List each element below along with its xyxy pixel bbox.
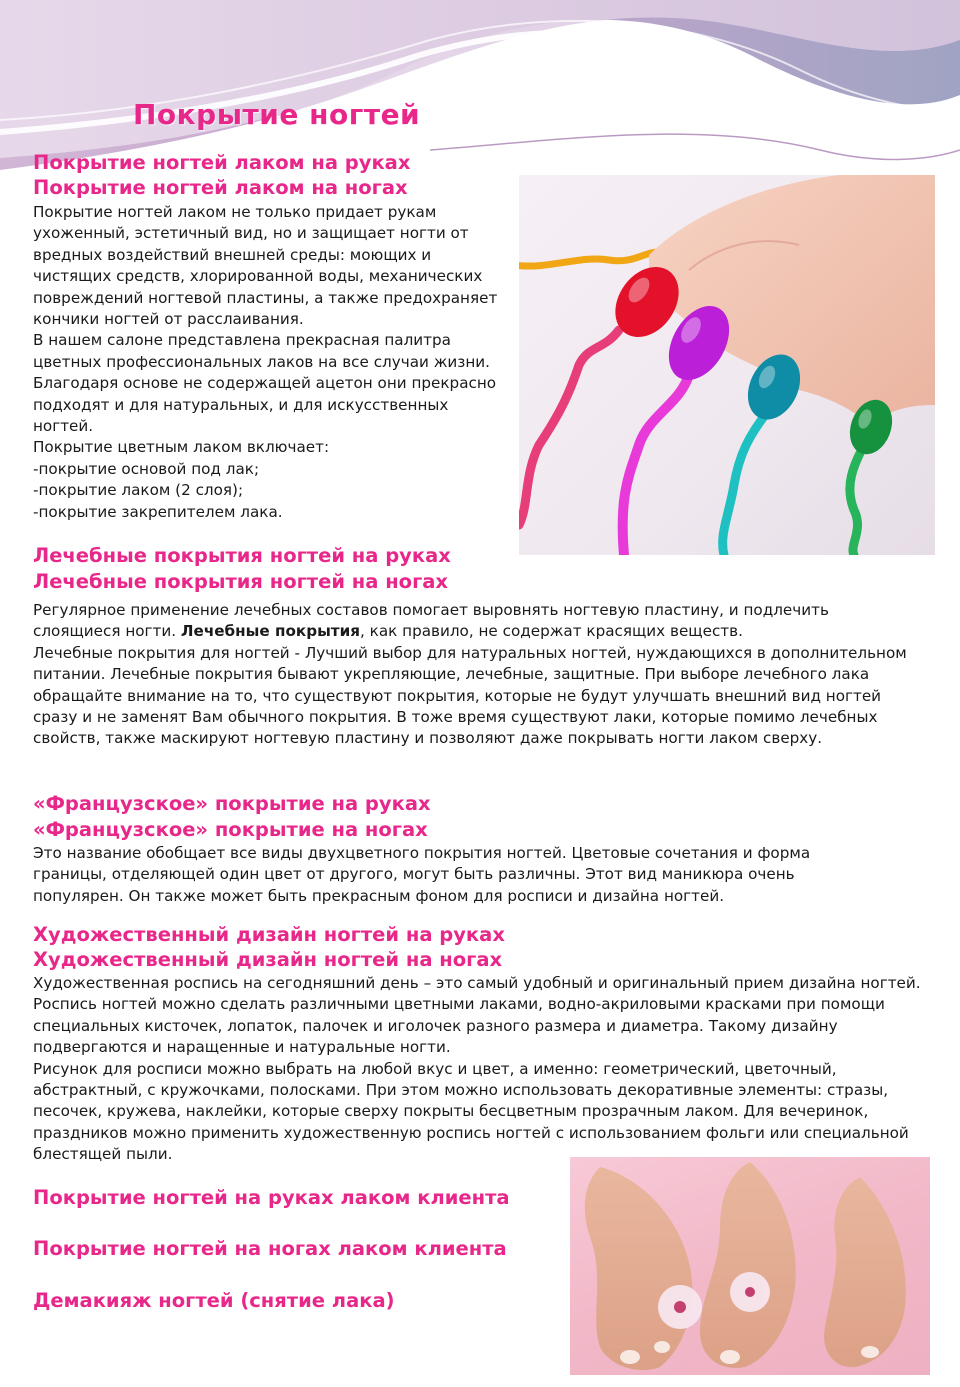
pedicure-photo [570, 1157, 930, 1375]
intro-text [33, 202, 523, 523]
intro-line: цветных профессиональных лаков на все случаи жизни. [33, 352, 490, 371]
art-text [33, 973, 923, 1166]
manicure-photo [519, 175, 935, 555]
heading-french-feet[interactable]: «Французское» покрытие на ногах [33, 818, 428, 841]
intro-line: Покрытие ногтей лаком не только придает рукам [33, 203, 437, 221]
intro-line: вредных воздействий внешней среды: моющих и [33, 245, 432, 264]
treatment-text-part: Регулярное применение лечебных составов помогает выровнять ногтевую пластину, и подлечить слоящиеся ногти. [33, 601, 829, 641]
art-paragraph: Художественная роспись на сегодняшний день – это самый удобный и оригинальный прием дизайна ногтей. Роспись ногтей можно сделать различными цветными лаками, водно-акриловыми красками при помощи специальных кисточек, лопаток, палочек и иголочек разного размера и диаметра. Такому дизайну подвергаются и наращенные и натуральные ногти. [33, 974, 921, 1057]
treatment-text-part: , как правило, не содержат красящих веществ. [360, 622, 743, 641]
heading-treatment-feet[interactable]: Лечебные покрытия ногтей на ногах [33, 570, 448, 593]
intro-line: -покрытие закрепителем лака. [33, 502, 283, 521]
intro-line: ногтей. [33, 417, 94, 436]
intro-line: -покрытие лаком (2 слоя); [33, 481, 244, 500]
treatment-paragraph: Лечебные покрытия для ногтей - Лучший выбор для натуральных ногтей, нуждающихся в дополнительном питании. Лечебные покрытия бывают укрепляющие, лечебные, защитные. При выборе лечебного лака обращайте внимание на то, что существуют покрытия, которые не будут улучшать внешний вид ногтей сразу и не заменят Вам обычного покрытия. В тоже время существуют лаки, которые помимо лечебных свойств, также маскируют ногтевую пластину и позволяют даже покрывать ногти лаком сверху. [33, 643, 907, 748]
heading-art-feet[interactable]: Художественный дизайн ногтей на ногах [33, 948, 503, 971]
intro-line: Покрытие цветным лаком включает: [33, 438, 330, 457]
service-client-lacquer-feet[interactable]: Покрытие ногтей на ногах лаком клиента [33, 1237, 507, 1260]
service-client-lacquer-hands[interactable]: Покрытие ногтей на руках лаком клиента [33, 1186, 510, 1209]
intro-line: В нашем салоне представлена прекрасная палитра [33, 331, 451, 350]
intro-line: подходят и для натуральных, и для искусственных [33, 395, 449, 414]
french-paragraph: Это название обобщает все виды двухцветного покрытия ногтей. Цветовые сочетания и форма границы, отделяющей один цвет от другого, могут быть различны. Этот вид маникюра очень популярен. Он также может быть прекрасным фоном для росписи и дизайна ногтей. [33, 844, 811, 905]
treatment-bold: Лечебные покрытия [180, 622, 361, 641]
french-text [33, 843, 873, 907]
treatment-paragraph [33, 600, 913, 643]
heading-hands-lacquer[interactable]: Покрытие ногтей лаком на руках [33, 151, 411, 174]
heading-art-hands[interactable]: Художественный дизайн ногтей на руках [33, 923, 505, 946]
intro-line: повреждений ногтевой пластины, а также предохраняет [33, 288, 498, 307]
intro-line: Благодаря основе не содержащей ацетон они прекрасно [33, 374, 497, 393]
heading-treatment-hands[interactable]: Лечебные покрытия ногтей на руках [33, 544, 451, 567]
intro-line: ухоженный, эстетичный вид, но и защищает ногти от [33, 224, 469, 243]
art-paragraph: Рисунок для росписи можно выбрать на любой вкус и цвет, а именно: геометрический, цветочный, абстрактный, с кружочками, полосками. При этом можно использовать декоративные элементы: стразы, песочек, кружева, наклейки, которые сверху покрыты бесцветным прозрачным лаком. Для вечеринок, праздников можно применить художественную роспись ногтей с использованием фольги или специальной блестящей пыли. [33, 1059, 909, 1164]
service-polish-removal[interactable]: Демакияж ногтей (снятие лака) [33, 1289, 395, 1312]
treatment-text [33, 600, 913, 750]
heading-french-hands[interactable]: «Французское» покрытие на руках [33, 792, 431, 815]
heading-feet-lacquer[interactable]: Покрытие ногтей лаком на ногах [33, 176, 408, 199]
intro-line: -покрытие основой под лак; [33, 459, 260, 478]
intro-line: чистящих средств, хлорированной воды, механических [33, 267, 483, 286]
page-title: Покрытие ногтей [133, 98, 421, 131]
intro-line: кончики ногтей от расслаивания. [33, 310, 304, 329]
